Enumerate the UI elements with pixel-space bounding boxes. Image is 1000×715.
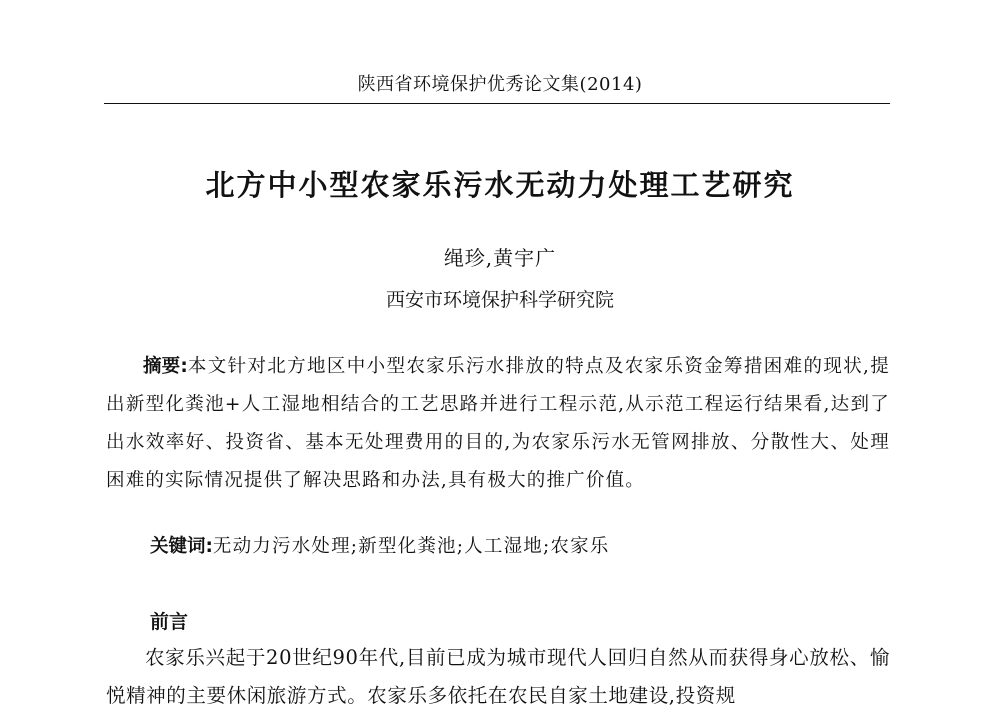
keywords-text: 无动力污水处理;新型化粪池;人工湿地;农家乐 bbox=[212, 536, 610, 557]
abstract-text: 本文针对北方地区中小型农家乐污水排放的特点及农家乐资金筹措困难的现状,提出新型化粪池+人工湿地相结合的工艺思路并进行工程示范,从示范工程运行结果看,达到了出水效率好、投资省、基本无处理费用的目的,为农家乐污水无管网排放、分散性大、处理困难的实际情况提供了解决思路和办法,具有极大的推广价值。 bbox=[106, 356, 890, 491]
running-header: 陕西省环境保护优秀论文集(2014) bbox=[357, 74, 643, 95]
header-divider bbox=[104, 103, 890, 104]
paper-title: 北方中小型农家乐污水无动力处理工艺研究 bbox=[205, 168, 795, 202]
affiliation: 西安市环境保护科学研究院 bbox=[385, 289, 614, 311]
abstract-label: 摘要: bbox=[143, 356, 188, 377]
keywords bbox=[150, 532, 610, 558]
keywords-label: 关键词: bbox=[150, 536, 213, 557]
authors: 绳珍,黄宇广 bbox=[443, 246, 557, 270]
abstract bbox=[106, 348, 890, 500]
section-body: 农家乐兴起于20世纪90年代,目前已成为城市现代人回归自然从而获得身心放松、愉悦精神的主要休闲旅游方式。农家乐多依托在农民自家土地建设,投资规 bbox=[106, 646, 890, 707]
section-heading: 前言 bbox=[150, 611, 189, 633]
